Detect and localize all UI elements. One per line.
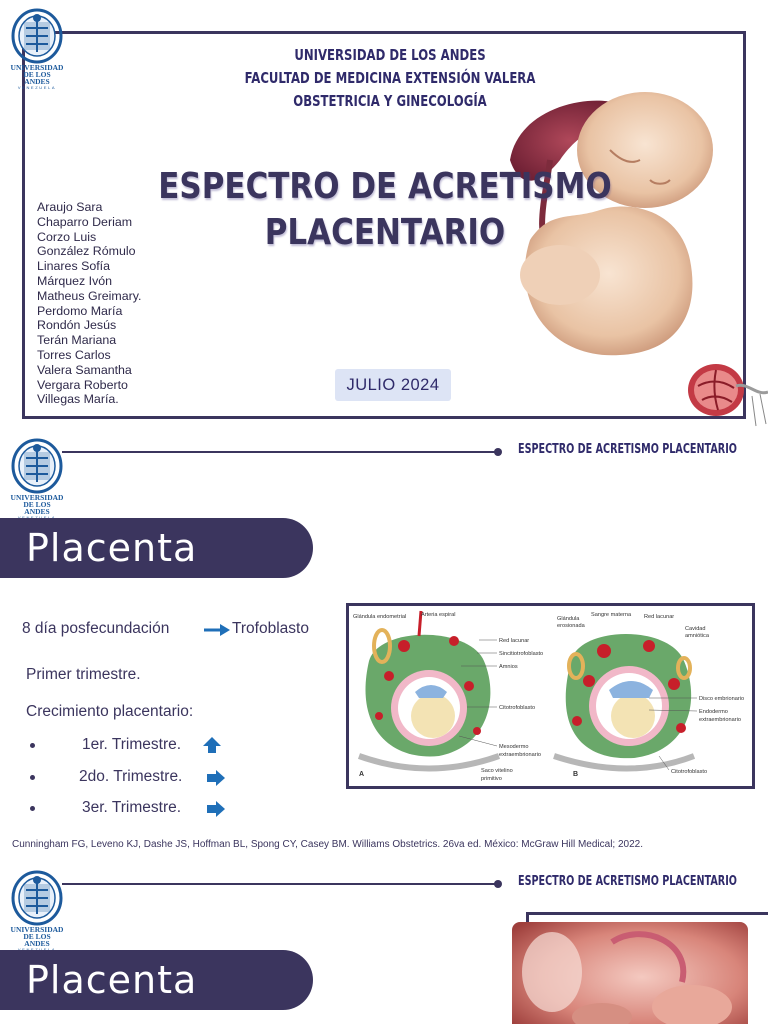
diagram-label: Arteria espiral bbox=[421, 612, 456, 618]
diagram-label: primitivo bbox=[481, 776, 502, 782]
diagram-label: Red lacunar bbox=[644, 614, 675, 620]
bullet-label: 3er. Trimestre. bbox=[82, 799, 182, 816]
diagram-label: Citotrofoblasto bbox=[499, 705, 536, 711]
section-label: ESPECTRO DE ACRETISMO PLACENTARIO bbox=[518, 874, 737, 889]
bullet-dot bbox=[30, 806, 35, 811]
presentation-title bbox=[157, 164, 613, 256]
logo-line2: DE LOS ANDES bbox=[23, 932, 51, 948]
author: Villegas María. bbox=[37, 392, 119, 407]
diagram-label: Saco vitelino bbox=[481, 768, 513, 774]
header-rule bbox=[62, 883, 498, 885]
section-title-banner bbox=[0, 518, 313, 578]
diagram-label: Glándula endometrial bbox=[353, 614, 407, 620]
placenta-slide-2 bbox=[0, 864, 768, 1024]
title-line: ESPECTRO DE ACRETISMO bbox=[158, 166, 612, 207]
posfecundacion-text: 8 día posfecundación bbox=[22, 620, 170, 637]
implantation-diagram bbox=[346, 603, 755, 789]
author: Valera Samantha bbox=[37, 362, 132, 377]
logo-line2: DE LOS ANDES bbox=[23, 70, 51, 86]
primer-trimestre-text: Primer trimestre. bbox=[26, 666, 141, 683]
diagram-label: Sangre materna bbox=[591, 612, 632, 618]
diagram-label: extraembrionario bbox=[699, 717, 741, 723]
date-badge: JULIO 2024 bbox=[335, 369, 451, 401]
author: Perdomo María bbox=[37, 303, 123, 318]
title-line: PLACENTARIO bbox=[264, 212, 506, 253]
author: Corzo Luis bbox=[37, 229, 97, 244]
university-crest-icon bbox=[10, 8, 64, 64]
diagram-label: Endodermo bbox=[699, 709, 728, 715]
diagram-label: Cavidad bbox=[685, 626, 706, 632]
authors-list bbox=[37, 200, 141, 407]
section-title: Placenta bbox=[26, 526, 198, 570]
author: Matheus Greimary. bbox=[37, 288, 142, 303]
fetus-photo bbox=[512, 922, 748, 1024]
diagram-label: Mesodermo bbox=[499, 744, 529, 750]
arrow-right-icon bbox=[206, 800, 226, 818]
author: González Rómulo bbox=[37, 244, 136, 259]
logo-line1: UNIVERSIDAD bbox=[10, 925, 64, 934]
author: Linares Sofía bbox=[37, 259, 111, 274]
title-slide bbox=[0, 0, 768, 432]
author: Torres Carlos bbox=[37, 347, 111, 362]
panel-letter: B bbox=[573, 771, 579, 778]
diagram-label: Glándula bbox=[557, 616, 580, 622]
university-logo bbox=[10, 438, 64, 516]
diagram-panel-b bbox=[554, 612, 744, 778]
diagram-label: Disco embrionario bbox=[699, 696, 745, 702]
bullet-label: 2do. Trimestre. bbox=[79, 768, 183, 785]
header-line: UNIVERSIDAD DE LOS ANDES bbox=[294, 46, 486, 64]
section-title-banner bbox=[0, 950, 313, 1010]
header-line: FACULTAD DE MEDICINA EXTENSIÓN VALERA bbox=[244, 69, 536, 87]
diagram-label: amniótica bbox=[685, 633, 709, 639]
university-crest-icon bbox=[10, 438, 64, 494]
logo-line1: UNIVERSIDAD bbox=[10, 493, 64, 502]
author: Rondón Jesús bbox=[37, 318, 117, 333]
author: Araujo Sara bbox=[37, 200, 103, 214]
university-logo bbox=[10, 8, 64, 90]
arrow-up-icon bbox=[202, 736, 222, 754]
citation: Cunningham FG, Leveno KJ, Dashe JS, Hoffman BL, Spong CY, Casey BM. Williams Obstetrics. 26va ed. México: McGraw Hill Medical; 2022. bbox=[12, 839, 644, 850]
panel-letter: A bbox=[359, 771, 365, 778]
bullet-dot bbox=[30, 743, 35, 748]
crecimiento-text: Crecimiento placentario: bbox=[26, 703, 194, 720]
header-line: OBSTETRICIA Y GINECOLOGÍA bbox=[293, 92, 487, 110]
trofoblasto-text: Trofoblasto bbox=[232, 620, 309, 637]
author: Vergara Roberto bbox=[37, 377, 128, 392]
diagram-label: Amnios bbox=[499, 664, 518, 670]
diagram-label: erosionada bbox=[557, 623, 585, 629]
diagram-panel-a bbox=[353, 611, 543, 782]
author: Chaparro Deriam bbox=[37, 214, 133, 229]
logo-line2: DE LOS ANDES bbox=[23, 500, 51, 516]
diagram-label: Sincitiotrofoblasto bbox=[499, 651, 544, 657]
bullet-dot bbox=[30, 775, 35, 780]
section-label: ESPECTRO DE ACRETISMO PLACENTARIO bbox=[518, 442, 737, 457]
arrow-right-icon bbox=[206, 769, 226, 787]
diagram-label: Red lacunar bbox=[499, 638, 530, 644]
arrow-right-icon bbox=[204, 622, 232, 638]
author: Márquez Ivón bbox=[37, 273, 113, 288]
logo-line1: UNIVERSIDAD bbox=[10, 63, 64, 72]
header-rule bbox=[62, 451, 498, 453]
bullet-label: 1er. Trimestre. bbox=[82, 736, 182, 753]
author: Terán Mariana bbox=[37, 333, 117, 348]
section-title: Placenta bbox=[26, 958, 198, 1002]
logo-line3: VENEZUELA bbox=[17, 85, 57, 90]
diagram-label: extraembrionario bbox=[499, 752, 541, 758]
diagram-label: Citotrofoblasto bbox=[671, 769, 708, 775]
university-logo bbox=[10, 870, 64, 948]
placenta-slide-1 bbox=[0, 432, 768, 864]
university-crest-icon bbox=[10, 870, 64, 926]
